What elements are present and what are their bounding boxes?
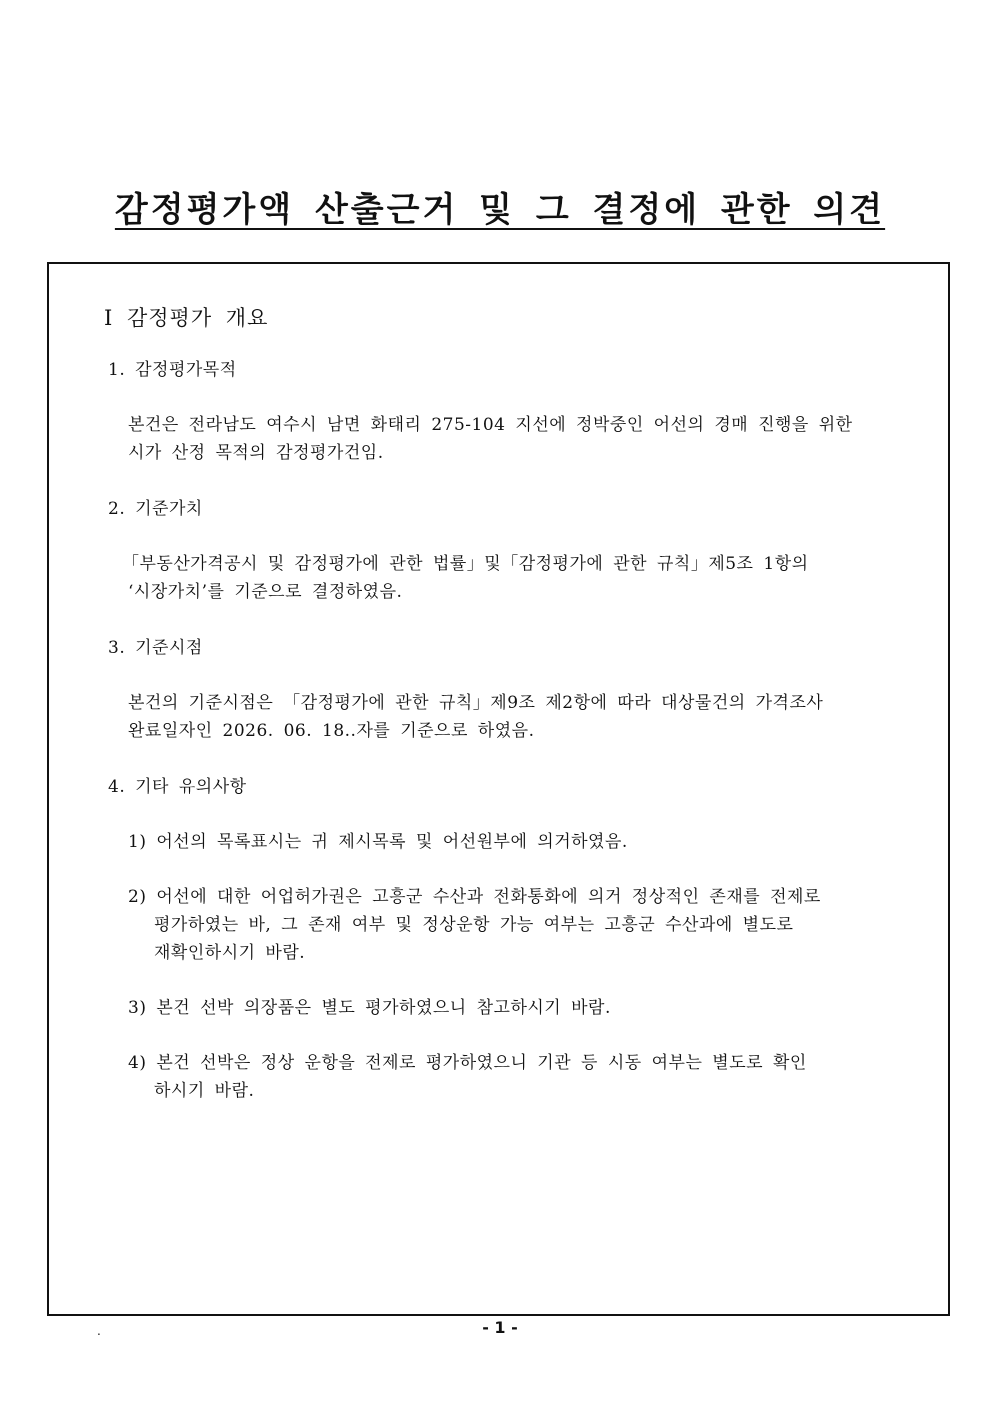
purpose-line-2: 시가 산정 목적의 감정평가건임. <box>128 443 384 463</box>
note-1-line-1: 1) 어선의 목록표시는 귀 제시목록 및 어선원부에 의거하였음. <box>128 832 628 852</box>
item-heading-purpose: 1. 감정평가목적 <box>108 360 237 380</box>
purpose-line-1: 본건은 전라남도 여수시 남면 화태리 275-104 지선에 정박중인 어선의 경매 진행을 위한 <box>128 415 853 435</box>
item-heading-notes: 4. 기타 유의사항 <box>108 777 247 797</box>
section-heading: Ⅰ 감정평가 개요 <box>104 306 269 330</box>
document-title <box>0 182 1000 231</box>
note-2-line-2: 평가하였는 바, 그 존재 여부 및 정상운항 가능 여부는 고흥군 수산과에 별도로 <box>154 915 794 935</box>
note-2-line-1: 2) 어선에 대한 어업허가권은 고흥군 수산과 전화통화에 의거 정상적인 존재를 전제로 <box>128 887 821 907</box>
document-title-text: 감정평가액 산출근거 및 그 결정에 관한 의견 <box>114 190 886 230</box>
page-number: - 1 - <box>482 1318 518 1337</box>
value-basis-line-2: ‘시장가치’를 기준으로 결정하였음. <box>128 582 403 602</box>
item-heading-value-basis: 2. 기준가치 <box>108 499 203 519</box>
item-heading-base-date: 3. 기준시점 <box>108 638 203 658</box>
base-date-line-1: 본건의 기준시점은 「감정평가에 관한 규칙」제9조 제2항에 따라 대상물건의 가격조사 <box>128 693 824 713</box>
note-3-line-1: 3) 본건 선박 의장품은 별도 평가하였으니 참고하시기 바람. <box>128 998 611 1018</box>
note-4-line-2: 하시기 바람. <box>154 1081 255 1101</box>
note-4-line-1: 4) 본건 선박은 정상 운항을 전제로 평가하였으니 기관 등 시동 여부는 별도로 확인 <box>128 1053 807 1073</box>
base-date-line-2: 완료일자인 2026. 06. 18..자를 기준으로 하였음. <box>128 721 535 741</box>
footer-dot: . <box>97 1324 101 1338</box>
note-2-line-3: 재확인하시기 바람. <box>154 943 306 963</box>
value-basis-line-1: 「부동산가격공시 및 감정평가에 관한 법률」및「감정평가에 관한 규칙」제5조 1항의 <box>122 554 809 574</box>
